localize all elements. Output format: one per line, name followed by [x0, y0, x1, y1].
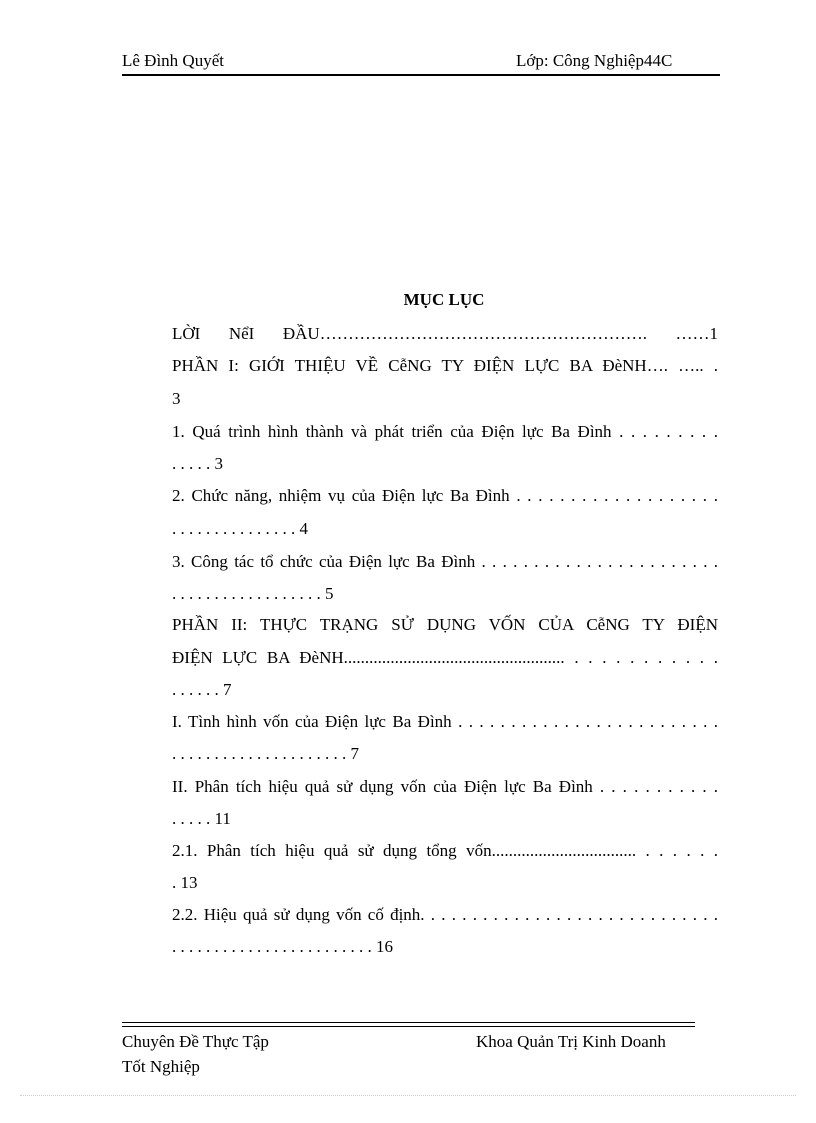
toc-line: 1. Quá trình hình thành và phát triển của Điện lực Ba Đình . . . . . . . . .	[172, 422, 718, 441]
toc-line: 3. Công tác tổ chức của Điện lực Ba Đình . . . . . . . . . . . . . . . . . . . . . . .	[172, 552, 718, 571]
toc-line: ĐIỆN LỰC BA ĐèNH.................................................... . . . . . . . . . . .	[172, 648, 718, 667]
toc-line: 2. Chức năng, nhiệm vụ của Điện lực Ba Đình . . . . . . . . . . . . . . . . . . .	[172, 486, 718, 505]
page-edge-divider	[20, 1095, 796, 1096]
footer-rule	[122, 1022, 695, 1023]
toc-line: 2.1. Phân tích hiệu quả sử dụng tổng vốn.................................. . . . . . .	[172, 841, 718, 860]
toc-line: . . . . . 3	[172, 454, 223, 473]
toc-line: . . . . . . . . . . . . . . . . . . . . . . . . 16	[172, 937, 393, 956]
toc-line: . . . . . . . . . . . . . . . . . . 5	[172, 584, 334, 603]
footer-rule	[122, 1026, 695, 1027]
toc-line: . . . . . . . . . . . . . . . 4	[172, 519, 308, 538]
toc-line: LỜI NểI ĐẦU…………………………………………………. ……1	[172, 324, 718, 343]
toc-line: . . . . . . . . . . . . . . . . . . . . . 7	[172, 744, 359, 763]
footer-left-line2: Tốt Nghiệp	[122, 1057, 200, 1076]
header-class: Lớp: Công Nghiệp44C	[516, 51, 673, 70]
header-rule	[122, 74, 720, 76]
toc-line: . . . . . . 7	[172, 680, 232, 699]
toc-line: . . . . . 11	[172, 809, 231, 828]
toc-title: MỤC LỤC	[403, 290, 485, 309]
toc-line: PHẦN II: THỰC TRẠNG SỬ DỤNG VỐN CỦA CễNG TY ĐIỆN	[172, 615, 718, 634]
toc-line: PHẦN I: GIỚI THIỆU VỀ CễNG TY ĐIỆN LỰC BA ĐèNH…. ….. .	[172, 356, 718, 375]
toc-line: II. Phân tích hiệu quả sử dụng vốn của Điện lực Ba Đình . . . . . . . . . . .	[172, 777, 718, 796]
footer-left-line1: Chuyên Đề Thực Tập	[122, 1032, 269, 1051]
toc-line: 3	[172, 389, 181, 408]
toc-line: I. Tình hình vốn của Điện lực Ba Đình . . . . . . . . . . . . . . . . . . . . . . . . .	[172, 712, 718, 731]
header-author: Lê Đình Quyết	[122, 51, 224, 70]
toc-line: . 13	[172, 873, 198, 892]
toc-line: 2.2. Hiệu quả sử dụng vốn cố định. . . . . . . . . . . . . . . . . . . . . . . . . . . . .	[172, 905, 718, 924]
footer-right: Khoa Quản Trị Kinh Doanh	[476, 1032, 666, 1051]
